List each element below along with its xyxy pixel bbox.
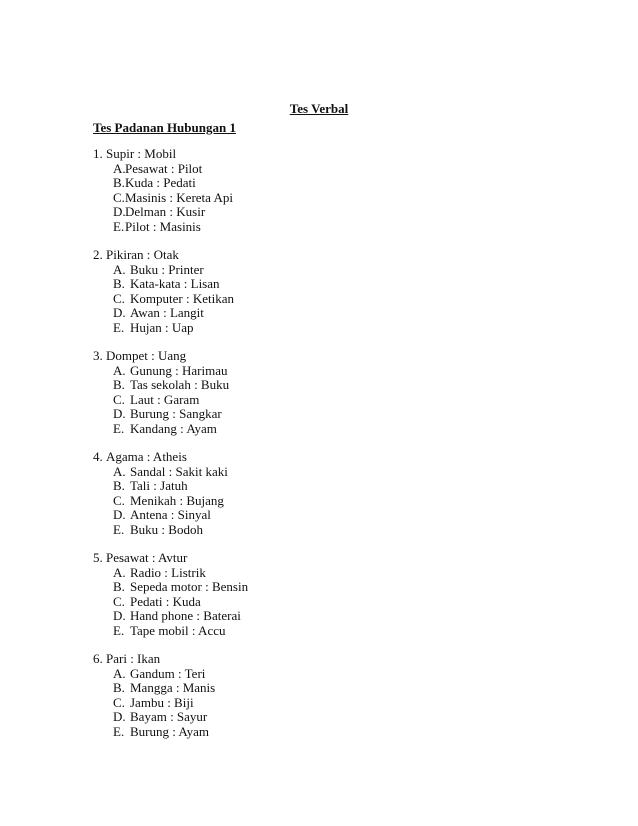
option-letter: C.	[113, 492, 125, 508]
option-e	[93, 220, 593, 235]
option-list	[93, 465, 593, 538]
option-text: Hand phone : Baterai	[130, 608, 241, 623]
question-number: 5.	[93, 550, 103, 565]
question-prompt	[93, 248, 593, 263]
option-c	[93, 393, 593, 408]
option-e	[93, 422, 593, 437]
option-text: Kuda : Pedati	[125, 175, 196, 190]
question-text: Supir : Mobil	[106, 146, 177, 161]
option-d	[93, 508, 593, 523]
option-a	[93, 263, 593, 278]
option-c	[93, 696, 593, 711]
option-text: Masinis : Kereta Api	[125, 189, 233, 205]
option-d	[93, 306, 593, 321]
option-text: Komputer : Ketikan	[130, 290, 234, 306]
option-e	[93, 624, 593, 639]
option-text: Tape mobil : Accu	[130, 622, 226, 638]
question-number: 4.	[93, 449, 103, 464]
option-text: Tali : Jatuh	[130, 478, 188, 493]
option-list	[93, 364, 593, 437]
option-text: Kata-kata : Lisan	[130, 276, 220, 291]
option-letter: D.	[113, 608, 126, 623]
option-letter: A.	[113, 665, 126, 681]
option-b	[93, 277, 593, 292]
option-e	[93, 321, 593, 336]
option-text: Tas sekolah : Buku	[130, 377, 230, 392]
option-b	[93, 479, 593, 494]
option-d	[93, 609, 593, 624]
option-text: Gunung : Harimau	[130, 362, 228, 378]
option-d	[93, 710, 593, 725]
question-text: Pari : Ikan	[106, 651, 161, 666]
option-text: Buku : Printer	[130, 261, 204, 277]
option-text: Pedati : Kuda	[130, 593, 201, 609]
question-number: 2.	[93, 247, 103, 262]
option-text: Radio : Listrik	[130, 564, 206, 580]
option-letter: C.	[113, 593, 125, 609]
option-letter: D.	[113, 507, 126, 522]
question-prompt	[93, 147, 593, 162]
option-e	[93, 725, 593, 740]
option-letter: D.	[113, 305, 126, 320]
option-list	[93, 162, 593, 235]
option-letter: E.	[113, 521, 125, 537]
option-text: Mangga : Manis	[130, 680, 216, 695]
question-prompt	[93, 450, 593, 465]
option-text: Pilot : Masinis	[125, 218, 201, 234]
option-letter: D.	[113, 406, 126, 421]
option-letter: E.	[113, 723, 125, 739]
option-d	[93, 407, 593, 422]
option-c	[93, 494, 593, 509]
option-text: Laut : Garam	[130, 391, 200, 407]
option-text: Awan : Langit	[130, 305, 204, 320]
option-text: Sandal : Sakit kaki	[130, 463, 228, 479]
option-text: Burung : Ayam	[130, 723, 209, 739]
option-letter: B.	[113, 579, 125, 594]
question-prompt	[93, 551, 593, 566]
option-text: Menikah : Bujang	[130, 492, 224, 508]
option-letter: D.	[113, 709, 126, 724]
option-letter: A.	[113, 160, 126, 176]
option-c	[93, 595, 593, 610]
option-d	[93, 205, 593, 220]
option-c	[93, 191, 593, 206]
question-4	[93, 450, 593, 537]
option-list	[93, 667, 593, 740]
option-letter: E.	[113, 319, 125, 335]
question-5	[93, 551, 593, 638]
option-letter: A.	[113, 362, 126, 378]
question-prompt	[93, 349, 593, 364]
option-list	[93, 263, 593, 336]
question-6	[93, 652, 593, 739]
section-title: Tes Padanan Hubungan 1	[93, 120, 236, 135]
option-text: Burung : Sangkar	[130, 406, 222, 421]
option-letter: A.	[113, 463, 126, 479]
option-letter: C.	[113, 290, 125, 306]
document-title: Tes Verbal	[289, 101, 349, 116]
option-letter: B.	[113, 377, 125, 392]
option-b	[93, 378, 593, 393]
question-text: Agama : Atheis	[106, 449, 187, 464]
option-a	[93, 162, 593, 177]
option-a	[93, 364, 593, 379]
question-2	[93, 248, 593, 335]
option-letter: D.	[113, 204, 126, 219]
option-c	[93, 292, 593, 307]
question-text: Pikiran : Otak	[106, 247, 179, 262]
option-text: Hujan : Uap	[130, 319, 194, 335]
option-text: Sepeda motor : Bensin	[130, 579, 249, 594]
option-b	[93, 681, 593, 696]
option-a	[93, 465, 593, 480]
question-prompt	[93, 652, 593, 667]
option-text: Kandang : Ayam	[130, 420, 217, 436]
option-a	[93, 667, 593, 682]
question-text: Dompet : Uang	[106, 348, 187, 363]
option-letter: E.	[113, 218, 125, 234]
option-list	[93, 566, 593, 639]
option-letter: A.	[113, 261, 126, 277]
question-number: 1.	[93, 146, 103, 161]
option-text: Buku : Bodoh	[130, 521, 203, 537]
option-text: Antena : Sinyal	[130, 507, 211, 522]
option-text: Bayam : Sayur	[130, 709, 208, 724]
option-letter: B.	[113, 478, 125, 493]
option-letter: B.	[113, 276, 125, 291]
option-letter: B.	[113, 175, 125, 190]
option-letter: C.	[113, 694, 125, 710]
option-b	[93, 176, 593, 191]
option-letter: B.	[113, 680, 125, 695]
question-1	[93, 147, 593, 234]
question-3	[93, 349, 593, 436]
option-a	[93, 566, 593, 581]
option-text: Delman : Kusir	[125, 204, 206, 219]
option-letter: E.	[113, 420, 125, 436]
option-text: Jambu : Biji	[130, 694, 194, 710]
question-number: 6.	[93, 651, 103, 666]
option-letter: C.	[113, 189, 125, 205]
option-text: Pesawat : Pilot	[125, 160, 203, 176]
option-letter: E.	[113, 622, 125, 638]
option-letter: C.	[113, 391, 125, 407]
option-b	[93, 580, 593, 595]
option-letter: A.	[113, 564, 126, 580]
option-text: Gandum : Teri	[130, 665, 206, 681]
question-text: Pesawat : Avtur	[106, 550, 188, 565]
option-e	[93, 523, 593, 538]
question-number: 3.	[93, 348, 103, 363]
question-list	[93, 147, 593, 753]
